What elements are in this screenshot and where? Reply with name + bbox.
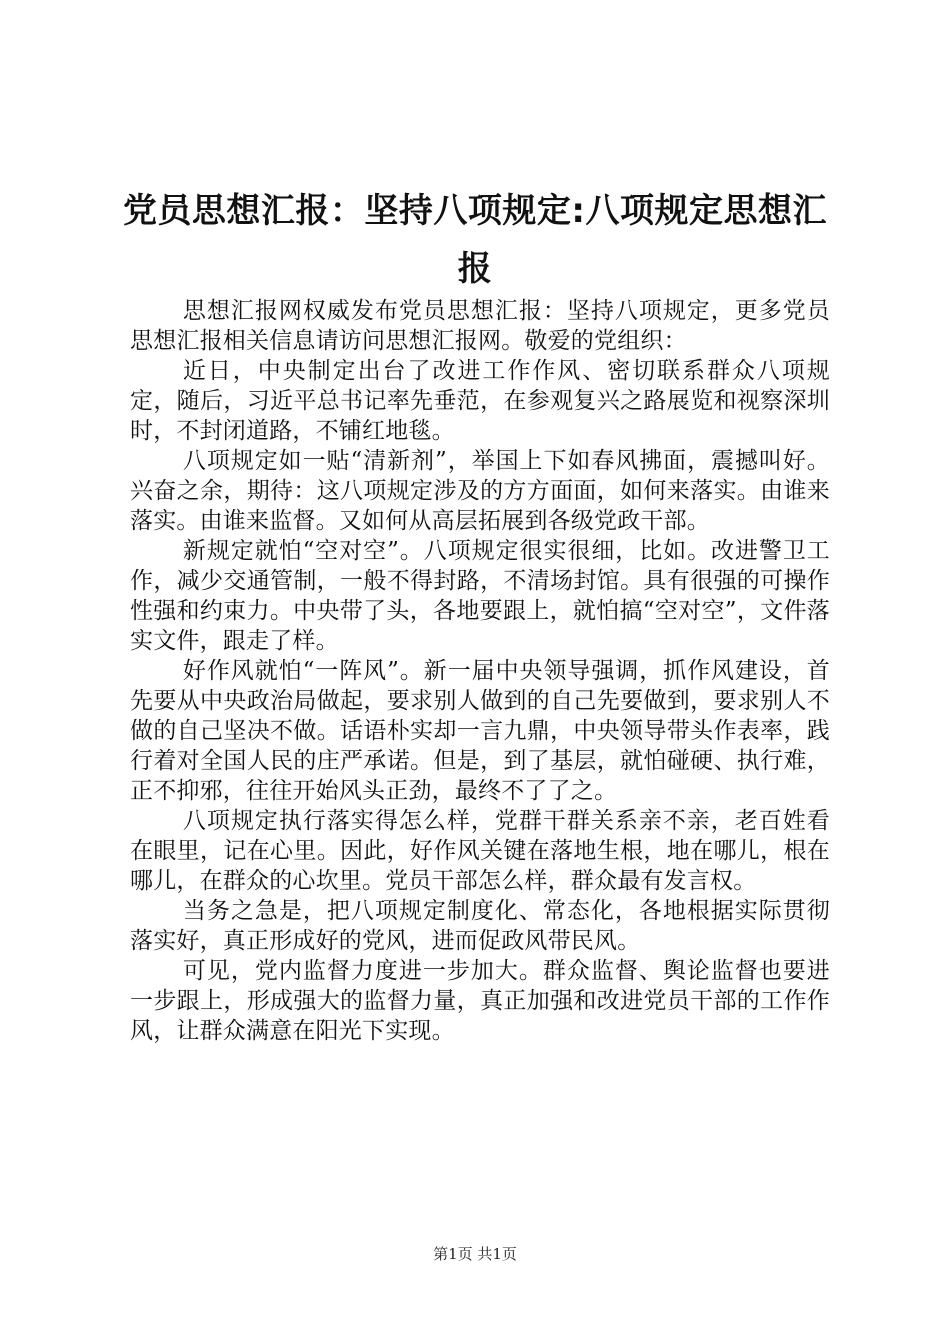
paragraph-4: 新规定就怕“空对空”。八项规定很实很细，比如。改进警卫工作，减少交通管制，一般不得封路，不清场封馆。具有很强的可操作性强和约束力。中央带了头，各地要跟上，就怕搞“空对空”，文件落实文件，跟走了样。 xyxy=(130,538,830,654)
paragraph-1: 思想汇报网权威发布党员思想汇报：坚持八项规定，更多党员思想汇报相关信息请访问思想汇报网。敬爱的党组织： xyxy=(130,298,830,354)
paragraph-8: 可见，党内监督力度进一步加大。群众监督、舆论监督也要进一步跟上，形成强大的监督力量，真正加强和改进党员干部的工作作风，让群众满意在阳光下实现。 xyxy=(130,958,830,1044)
paragraph-2: 近日，中央制定出台了改进工作作风、密切联系群众八项规定，随后，习近平总书记率先垂范，在参观复兴之路展览和视察深圳时，不封闭道路，不铺红地毯。 xyxy=(130,358,830,444)
paragraph-6: 八项规定执行落实得怎么样，党群干群关系亲不亲，老百姓看在眼里，记在心里。因此，好作风关键在落地生根，地在哪儿，根在哪儿，在群众的心坎里。党员干部怎么样，群众最有发言权。 xyxy=(130,808,830,894)
document-title: 党员思想汇报：坚持八项规定:八项规定思想汇报 xyxy=(122,191,828,289)
paragraph-3: 八项规定如一贴“清新剂”，举国上下如春风拂面，震撼叫好。兴奋之余，期待：这八项规定涉及的方方面面，如何来落实。由谁来落实。由谁来监督。又如何从高层拓展到各级党政干部。 xyxy=(130,448,830,534)
paragraph-5: 好作风就怕“一阵风”。新一届中央领导强调，抓作风建设，首先要从中央政治局做起，要求别人做到的自己先要做到，要求别人不做的自己坚决不做。话语朴实却一言九鼎，中央领导带头作表率，践行着对全国人民的庄严承诺。但是，到了基层，就怕碰硬、执行难，正不抑邪，往往开始风头正劲，最终不了了之。 xyxy=(130,658,830,804)
page-footer: 第1页 共1页 xyxy=(433,1245,517,1263)
document-body xyxy=(130,296,830,1046)
paragraph-7: 当务之急是，把八项规定制度化、常态化，各地根据实际贯彻落实好，真正形成好的党风，进而促政风带民风。 xyxy=(130,898,830,954)
